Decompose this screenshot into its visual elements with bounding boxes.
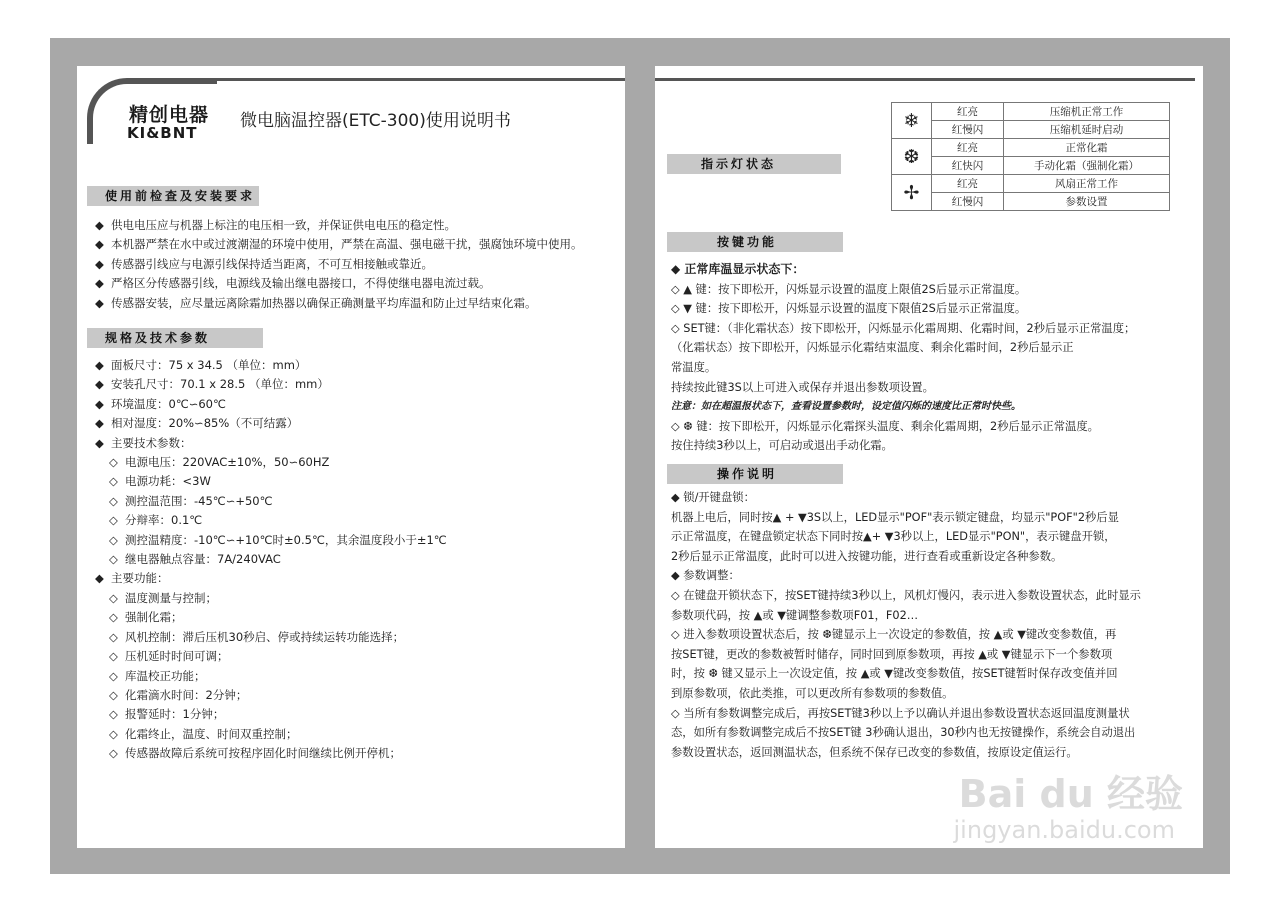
bullet-icon: ◆ bbox=[95, 396, 104, 411]
indicator-state: 红亮 bbox=[932, 175, 1004, 193]
text-line: ◆ 参数调整： bbox=[671, 569, 740, 583]
list-item bbox=[95, 434, 447, 453]
bullet-icon: ◇ bbox=[109, 493, 118, 508]
list-item bbox=[95, 274, 583, 293]
list-item bbox=[95, 569, 447, 588]
list-item bbox=[95, 686, 447, 705]
text-line: ◇ 在键盘开锁状态下，按SET键持续3秒以上，风机灯慢闪，表示进入参数设置状态，此时显示 bbox=[671, 588, 1141, 602]
indicator-desc: 手动化霜（强制化霜） bbox=[1004, 157, 1170, 175]
table-row bbox=[892, 121, 1170, 139]
list-item bbox=[95, 667, 447, 686]
list-item bbox=[95, 472, 447, 491]
bullet-icon: ◇ bbox=[109, 474, 118, 489]
text-line: 时，按 ❆ 键又显示上一次设定值，按 ▲或 ▼键改变参数值，按SET键暂时保存改变值并回 bbox=[671, 667, 1118, 681]
list-item-text: 本机器严禁在水中或过渡潮湿的环境中使用，严禁在高温、强电磁干扰，强腐蚀环境中使用。 bbox=[111, 237, 583, 252]
defrost-snowflake-icon: ❆ bbox=[892, 139, 932, 175]
list-item bbox=[95, 294, 583, 313]
list-item bbox=[95, 395, 447, 414]
indicator-state: 红慢闪 bbox=[932, 193, 1004, 211]
list-item-text: 温度测量与控制； bbox=[125, 590, 217, 605]
text-line: 注意：如在超温报状态下，查看设置参数时，设定值闪烁的速度比正常时快些。 bbox=[671, 401, 1021, 413]
fan-icon: ✢ bbox=[892, 175, 932, 211]
text-line: 到原参数项，依此类推，可以更改所有参数项的参数值。 bbox=[671, 686, 954, 700]
bullet-icon: ◆ bbox=[95, 377, 104, 392]
header-rule bbox=[205, 78, 625, 81]
logo-english: KI&BNT bbox=[127, 124, 198, 142]
text-line: 参数设置状态，返回测温状态，但系统不保存已改变的参数值，按原设定值运行。 bbox=[671, 745, 1078, 759]
text-line: ◆ 正常库温显示状态下： bbox=[671, 262, 805, 276]
list-item-text: 化霜终止，温度、时间双重控制； bbox=[125, 726, 298, 741]
bullet-icon: ◇ bbox=[109, 610, 118, 625]
section-heading-keys: 按键功能 bbox=[667, 232, 843, 252]
header-rule-right bbox=[655, 78, 1195, 81]
indicator-desc: 正常化霜 bbox=[1004, 139, 1170, 157]
baidu-watermark-url: jingyan.baidu.com bbox=[953, 816, 1175, 844]
list-item-text: 报警延时：1分钟； bbox=[125, 707, 225, 722]
bullet-icon: ◆ bbox=[95, 416, 104, 431]
text-line: 按SET键，更改的参数被暂时储存，同时回到原参数项，再按 ▲或 ▼键显示下一个参数项 bbox=[671, 647, 1113, 661]
bullet-icon: ◇ bbox=[109, 629, 118, 644]
bullet-icon: ◇ bbox=[109, 649, 118, 664]
right-page bbox=[655, 66, 1203, 848]
left-page bbox=[77, 66, 625, 848]
bullet-icon: ◇ bbox=[109, 746, 118, 761]
bullet-icon: ◇ bbox=[109, 590, 118, 605]
list-item bbox=[95, 628, 447, 647]
bullet-icon: ◆ bbox=[95, 218, 104, 232]
list-item bbox=[95, 356, 447, 375]
table-row bbox=[892, 139, 1170, 157]
list-item-text: 传感器引线应与电源引线保持适当距离，不可互相接触或靠近。 bbox=[111, 256, 433, 271]
indicator-desc: 压缩机正常工作 bbox=[1004, 103, 1170, 121]
list-item bbox=[95, 375, 447, 394]
list-item bbox=[95, 255, 583, 274]
bullet-icon: ◆ bbox=[95, 256, 104, 271]
operation-text bbox=[671, 488, 1141, 762]
list-item-text: 面板尺寸：75 x 34.5 （单位：mm） bbox=[111, 358, 307, 372]
section-heading-specs: 规格及技术参数 bbox=[87, 328, 263, 348]
table-row bbox=[892, 193, 1170, 211]
baidu-watermark: Bai du 经验 bbox=[958, 772, 1183, 816]
indicator-state: 红慢闪 bbox=[932, 121, 1004, 139]
bullet-icon: ◆ bbox=[95, 358, 104, 372]
bullet-icon: ◆ bbox=[95, 571, 104, 586]
list-item-text: 主要技术参数： bbox=[111, 435, 192, 450]
logo-chinese: 精创电器 bbox=[129, 104, 210, 126]
list-item-text: 测控温范围：-45℃∽+50℃ bbox=[125, 493, 273, 508]
list-item-text: 传感器故障后系统可按程序固化时间继续比例开停机； bbox=[125, 746, 401, 761]
text-line: 按住持续3秒以上，可启动或退出手动化霜。 bbox=[671, 439, 893, 453]
indicator-desc: 压缩机延时启动 bbox=[1004, 121, 1170, 139]
text-line: 示正常温度，在键盘锁定状态下同时按▲+ ▼3秒以上，LED显示"PON"，表示键盘开锁， bbox=[671, 530, 1116, 544]
list-item bbox=[95, 511, 447, 530]
list-item bbox=[95, 414, 447, 433]
text-line: ◇ SET键：（非化霜状态）按下即松开，闪烁显示化霜周期、化霜时间，2秒后显示正常温度； bbox=[671, 321, 1136, 335]
bullet-icon: ◆ bbox=[95, 237, 104, 252]
document-title: 微电脑温控器(ETC-300)使用说明书 bbox=[240, 111, 511, 131]
list-item-text: 电源电压：220VAC±10%，50∽60HZ bbox=[125, 455, 330, 470]
text-line: 常温度。 bbox=[671, 360, 717, 374]
list-item-text: 库温校正功能； bbox=[125, 668, 206, 683]
list-item-text: 环境温度：0℃∽60℃ bbox=[111, 396, 226, 411]
text-line: （化霜状态）按下即松开，闪烁显示化霜结束温度、剩余化霜时间，2秒后显示正 bbox=[671, 341, 1074, 355]
indicator-state: 红快闪 bbox=[932, 157, 1004, 175]
bullet-icon: ◇ bbox=[109, 552, 118, 567]
list-item-text: 风机控制：滞后压机30秒启、停或持续运转功能选择； bbox=[125, 629, 405, 644]
list-item bbox=[95, 531, 447, 550]
indicator-table bbox=[891, 102, 1170, 211]
text-line: ◇ ▲ 键：按下即松开，闪烁显示设置的温度上限值2S后显示正常温度。 bbox=[671, 282, 1027, 296]
list-item-text: 严格区分传感器引线，电源线及输出继电器接口，不得使继电器电流过载。 bbox=[111, 276, 491, 291]
text-line: 持续按此键3S以上可进入或保存并退出参数项设置。 bbox=[671, 380, 934, 394]
text-line: 机器上电后，同时按▲ + ▼3S以上，LED显示"POF"表示锁定键盘，均显示"POF"2秒后显 bbox=[671, 510, 1119, 524]
indicator-state: 红亮 bbox=[932, 139, 1004, 157]
list-item bbox=[95, 492, 447, 511]
indicator-desc: 参数设置 bbox=[1004, 193, 1170, 211]
list-item bbox=[95, 589, 447, 608]
list-item-text: 安装孔尺寸：70.1 x 28.5 （单位：mm） bbox=[111, 377, 329, 392]
section-heading-install: 使用前检查及安装要求 bbox=[87, 186, 259, 206]
bullet-icon: ◇ bbox=[109, 532, 118, 547]
list-item-text: 测控温精度：-10℃∽+10℃时±0.5℃，其余温度段小于±1℃ bbox=[125, 532, 447, 547]
list-item-text: 传感器安装，应尽量远离除霜加热器以确保正确测量平均库温和防止过早结束化霜。 bbox=[111, 295, 537, 310]
bullet-icon: ◇ bbox=[109, 687, 118, 702]
specs-list bbox=[95, 356, 447, 764]
list-item bbox=[95, 647, 447, 666]
table-row bbox=[892, 157, 1170, 175]
list-item-text: 强制化霜； bbox=[125, 610, 183, 625]
list-item bbox=[95, 744, 447, 763]
bullet-icon: ◆ bbox=[95, 295, 104, 310]
section-heading-indicators: 指示灯状态 bbox=[667, 154, 841, 174]
list-item-text: 相对湿度：20%∽85%（不可结露） bbox=[111, 416, 299, 431]
brand-logo bbox=[87, 78, 217, 144]
indicator-state: 红亮 bbox=[932, 103, 1004, 121]
list-item bbox=[95, 550, 447, 569]
compressor-snowflake-icon: ❄ bbox=[892, 103, 932, 139]
list-item-text: 主要功能： bbox=[111, 571, 169, 586]
text-line: 参数项代码，按 ▲或 ▼键调整参数项F01，F02… bbox=[671, 608, 919, 622]
indicator-desc: 风扇正常工作 bbox=[1004, 175, 1170, 193]
list-item-text: 电源功耗：<3W bbox=[125, 474, 211, 489]
key-functions-text bbox=[671, 260, 1135, 456]
text-line: 2秒后显示正常温度，此时可以进入按键功能，进行查看或重新设定各种参数。 bbox=[671, 549, 1063, 563]
bullet-icon: ◇ bbox=[109, 513, 118, 528]
section-heading-operation: 操作说明 bbox=[667, 464, 843, 484]
text-line: ◇ 当所有参数调整完成后，再按SET键3秒以上予以确认并退出参数设置状态返回温度测量状 bbox=[671, 706, 1130, 720]
bullet-icon: ◇ bbox=[109, 668, 118, 683]
install-requirements-list bbox=[95, 216, 583, 313]
list-item bbox=[95, 705, 447, 724]
bullet-icon: ◆ bbox=[95, 435, 104, 450]
list-item-text: 分辩率：0.1℃ bbox=[125, 513, 203, 528]
table-row bbox=[892, 103, 1170, 121]
text-line: ◇ ❆ 键：按下即松开，闪烁显示化霜探头温度、剩余化霜周期，2秒后显示正常温度。 bbox=[671, 419, 1099, 433]
list-item bbox=[95, 453, 447, 472]
text-line: 态，如所有参数调整完成后不按SET键 3秒确认退出，30秒内也无按键操作，系统会自动退出 bbox=[671, 726, 1136, 740]
list-item-text: 继电器触点容量：7A/240VAC bbox=[125, 552, 281, 567]
bullet-icon: ◆ bbox=[95, 276, 104, 291]
table-row bbox=[892, 175, 1170, 193]
list-item bbox=[95, 608, 447, 627]
bullet-icon: ◇ bbox=[109, 707, 118, 722]
list-item bbox=[95, 216, 583, 235]
list-item-text: 供电电压应与机器上标注的电压相一致，并保证供电电压的稳定性。 bbox=[111, 218, 456, 232]
text-line: ◆ 锁/开键盘锁： bbox=[671, 491, 755, 504]
bullet-icon: ◇ bbox=[109, 726, 118, 741]
list-item bbox=[95, 725, 447, 744]
list-item-text: 压机延时时间可调； bbox=[125, 649, 229, 664]
text-line: ◇ ▼ 键：按下即松开，闪烁显示设置的温度下限值2S后显示正常温度。 bbox=[671, 302, 1027, 316]
list-item-text: 化霜滴水时间：2分钟； bbox=[125, 687, 248, 702]
bullet-icon: ◇ bbox=[109, 455, 118, 470]
list-item bbox=[95, 235, 583, 254]
text-line: ◇ 进入参数项设置状态后，按 ❆键显示上一次设定的参数值，按 ▲或 ▼键改变参数值，再 bbox=[671, 628, 1117, 642]
